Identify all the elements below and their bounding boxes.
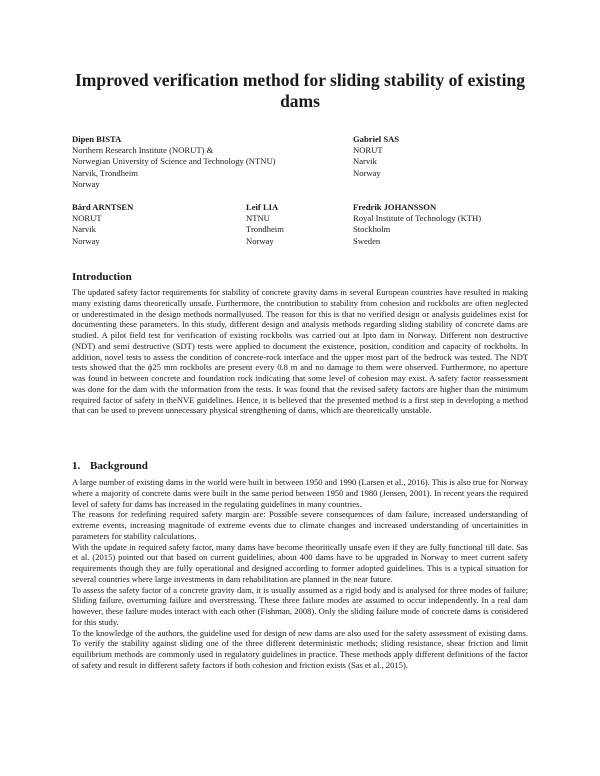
author-affiliation-line: Sweden <box>353 235 381 246</box>
author-block-1 <box>72 134 276 190</box>
author-affiliation-line: Narvik, Trondheim <box>72 167 138 178</box>
author-name: Fredrik JOHANSSON <box>353 202 437 212</box>
author-name: Leif LIA <box>246 202 279 212</box>
author-affiliation-line: Trondheim <box>246 224 284 235</box>
paragraph: With the update in required safety factor, many dams have become theoritically unsafe even if they are fully functional till date. Sas et al. (2015) pointed out that based on current guidelines, about 400 dams have to be upgraded in Norway to meet current safety requirements though they are fully operational and designed according to former adopted guidelines. This is a typical situation for several countries where large investments in dam rehabilitation are planned in the near future. <box>72 541 528 584</box>
paragraph: To the knowledge of the authors, the guideline used for design of new dams are also used for the safety assessment of existing dams. To verify the stability against sliding one of the three different deterministic methods; sliding resistance, shear friction and limit equilibrium methods are commonly used in regulatory guidelines in practice. These methods apply different definitions of the factor of safety and result in different safety factors if both cohesion and friction exists (Sas et al., 2015). <box>72 627 528 670</box>
author-block-2 <box>353 134 399 179</box>
author-affiliation-line: Stockholm <box>353 224 391 235</box>
author-affiliation-line: Norway <box>72 235 100 246</box>
section-number: 1. <box>72 460 81 472</box>
author-block-4 <box>246 202 284 247</box>
paragraph: The reasons for redefining required safety margin are: Possible severe consequences of dam failure, increased understanding of extreme events, increasing magnitude of extreme events due to climate changes and increased understanding of uncertainities in parameters for stability calculations. <box>72 509 528 541</box>
author-affiliation-line: Royal Institute of Technology (KTH) <box>353 213 482 224</box>
section-heading-background <box>72 459 148 473</box>
author-name: Dipen BISTA <box>72 134 122 144</box>
author-name: Bård ARNTSEN <box>72 202 134 212</box>
section-title: Background <box>90 460 148 472</box>
section-heading-introduction: Introduction <box>72 271 132 283</box>
author-block-3 <box>72 202 133 247</box>
author-affiliation-line: NORUT <box>353 145 383 156</box>
author-affiliation-line: NORUT <box>72 213 102 224</box>
author-affiliation-line: Norway <box>72 178 100 189</box>
paragraph: To assess the safety factor of a concrete gravity dam, it is usually assumed as a rigid body and is analysed for three modes of failure; Sliding failure, overturning failure and overstressing. These three failure modes are assumed to occur independently. In a real dam however, these failure modes interact with each other (Fishman, 2008). Only the sliding failure mode of concrete dams is considered for this study. <box>72 584 528 627</box>
background-body <box>72 477 528 671</box>
paragraph: A large number of existing dams in the world were built in between 1950 and 1990 (Larsen et al., 2016). This is also true for Norway where a majority of concrete dams were built in the same period between 1950 and 1980 (Jensen, 2001). In recent years the required level of safety for dams has increased in the regulating guidelines in many countries. <box>72 477 528 509</box>
paper-title: Improved verification method for sliding stability of existing dams <box>75 70 525 111</box>
author-affiliation-line: Norway <box>246 235 274 246</box>
author-affiliation-line: Northern Research Institute (NORUT) & <box>72 145 214 156</box>
author-name: Gabriel SAS <box>353 134 400 144</box>
author-affiliation-line: Norwegian University of Science and Technology (NTNU) <box>72 156 276 167</box>
introduction-body <box>72 287 528 416</box>
author-affiliation-line: NTNU <box>246 213 270 224</box>
author-affiliation-line: Norway <box>353 167 381 178</box>
author-affiliation-line: Narvik <box>72 224 96 235</box>
author-block-5 <box>353 202 481 247</box>
author-affiliation-line: Narvik <box>353 156 377 167</box>
paragraph: The updated safety factor requirements for stability of concrete gravity dams in several European countries have resulted in making many existing dams theoretically unsafe. Furthermore, the contribution to stability from cohesion and rockbolts are often neglected or underestimated in the design methods normallyused. The reason for this is that no verified design or analysis guidelines exist for documenting these parameters. In this study, different design and analysis methods regarding sliding stability of concrete dams are studied. A pilot field test for verification of existing rockbolts was carried out at Ipto dam in Norway. Different non destructive (NDT) and semi destructive (SDT) tests were applied to document the existence, position, condition and capacity of rockbolts. In addition, novel tests to assess the condition of concrete-rock interface and the upper most part of the bedrock was tested. The NDT tests showed that the ϕ25 mm rockbolts are present every 0.8 m and no damage to them were observed. Furthermore, no aperture was found in between concrete and foundation rock indicating that some level of cohesion may exist. A safety factor reassessment was done for the dam with the information from the tests. It was found that the revised safety factors are higher than the minimum required factor of safety in theNVE guidelines. Hence, it is believed that the presented method is a first step in developing a method that can be used to prevent unnecessary physical strengthening of dams, which are theoretically unstable. <box>72 287 528 416</box>
